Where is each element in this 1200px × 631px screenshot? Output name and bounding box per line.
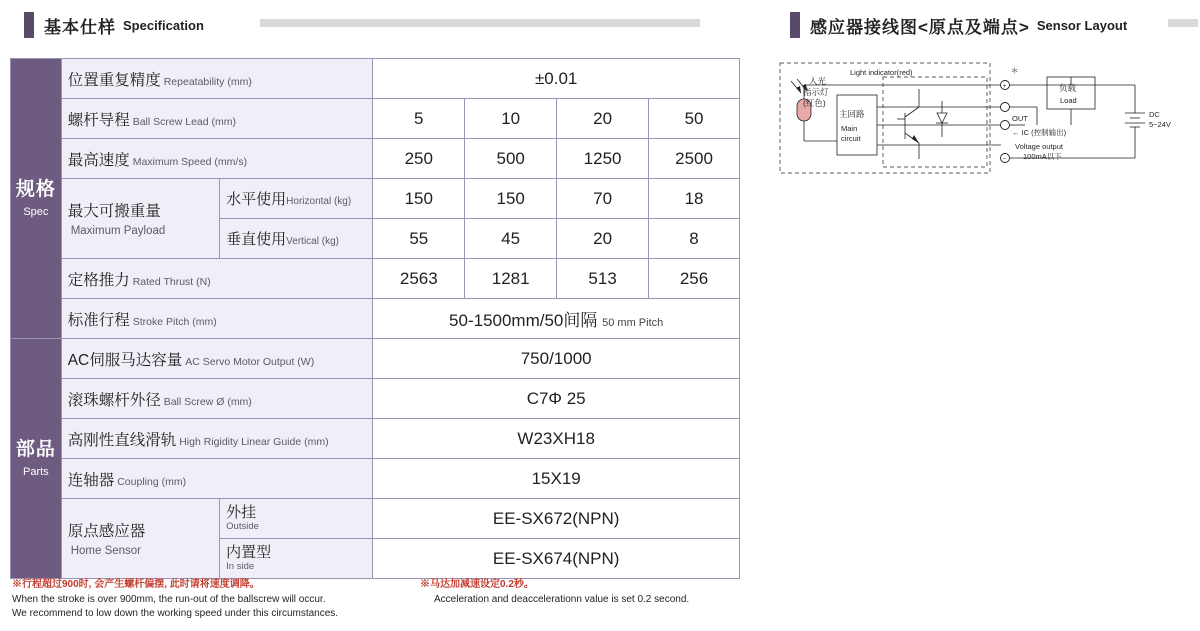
cell-vertical-2: 45: [465, 219, 557, 259]
table-row: [11, 339, 740, 379]
specification-table: [10, 58, 740, 579]
terminal-plus-glyph: +: [1002, 83, 1007, 90]
row-label-linear-guide: [61, 419, 373, 459]
row-label-cn: 定格推力: [67, 271, 130, 289]
sensor-section-header: [790, 12, 1127, 38]
cell-speed-2: 500: [465, 139, 557, 179]
sub-label-outside: [220, 499, 373, 539]
main-circuit-en-1: Main: [841, 124, 858, 133]
row-label-stroke-pitch: [61, 299, 373, 339]
group-label-cn: 规格: [15, 178, 56, 200]
table-row: [11, 419, 740, 459]
row-label-cn: 标准行程: [67, 311, 130, 329]
row-label-en: Repeatability (mm): [163, 75, 252, 88]
row-label-cn: 原点感应器: [67, 522, 146, 540]
row-value-sensor-outside: EE-SX672(NPN): [373, 499, 740, 539]
table-row: [11, 259, 740, 299]
row-label-max-payload: [61, 179, 219, 259]
row-label-en: High Rigidity Linear Guide (mm): [179, 435, 329, 448]
sub-label-cn: 垂直使用: [226, 231, 287, 248]
spec-header-rule: [260, 19, 700, 27]
voltage-current-label: 100mA以下: [1023, 152, 1062, 161]
sensor-header-bar: [790, 12, 800, 38]
group-cell-spec: [11, 59, 62, 339]
footnote-left-en-1: When the stroke is over 900mm, the run-out of the ballscrew will occur.: [12, 593, 326, 605]
stroke-pitch-note: 50 mm Pitch: [602, 317, 664, 329]
footnote-right-cn: ※马达加减速设定0.2秒。: [420, 579, 534, 590]
row-label-en: Maximum Payload: [70, 224, 166, 237]
row-label-cn: 最高速度: [67, 151, 130, 169]
sub-label-en: In side: [226, 560, 255, 572]
footnote-left-en-2: We recommend to low down the working speed under this circumstances.: [12, 608, 339, 619]
sub-label-en: Horizontal (kg): [286, 196, 352, 207]
sensor-header-rule: [1168, 19, 1198, 27]
cell-thrust-1: 2563: [373, 259, 465, 299]
row-label-cn: AC伺服马达容量: [67, 351, 183, 369]
group-label-cn: 部品: [15, 438, 56, 460]
sub-label-en: Outside: [226, 520, 259, 532]
spec-section-header: [24, 12, 204, 38]
sub-label-cn: 内置型: [226, 544, 272, 562]
row-label-cn: 最大可搬重量: [67, 202, 161, 220]
group-label-en: Parts: [23, 465, 49, 478]
light-indicator-label: Light indicator(red): [850, 68, 913, 77]
cell-thrust-2: 1281: [465, 259, 557, 299]
table-row: [11, 499, 740, 539]
light-cn-1: 入光: [809, 76, 827, 86]
row-value-coupling: 15X19: [373, 459, 740, 499]
cell-speed-4: 2500: [649, 139, 740, 179]
row-value-stroke-pitch: [373, 299, 740, 339]
cell-horizontal-3: 70: [557, 179, 649, 219]
cell-speed-3: 1250: [557, 139, 649, 179]
row-label-ac-servo: [61, 339, 373, 379]
cell-vertical-4: 8: [649, 219, 740, 259]
cell-horizontal-2: 150: [465, 179, 557, 219]
table-row: [11, 99, 740, 139]
cell-speed-1: 250: [373, 139, 465, 179]
row-label-en: Rated Thrust (N): [132, 275, 211, 288]
group-cell-parts: [11, 339, 62, 579]
main-circuit-cn: 主回路: [839, 109, 865, 119]
cell-vertical-1: 55: [373, 219, 465, 259]
table-row: [11, 299, 740, 339]
cell-lead-1: 5: [373, 99, 465, 139]
load-cn: 负载: [1059, 83, 1077, 93]
main-circuit-en-2: circuit: [841, 134, 861, 143]
sub-label-cn: 外挂: [226, 504, 257, 522]
sensor-header-title-cn: 感应器接线图<原点及端点>: [810, 17, 1030, 37]
row-label-cn: 高刚性直线滑轨: [67, 431, 177, 449]
table-row: [11, 59, 740, 99]
row-label-cn: 螺杆导程: [67, 111, 130, 129]
row-label-ball-screw-lead: [61, 99, 373, 139]
row-label-coupling: [61, 459, 373, 499]
footnote-left: [12, 578, 432, 622]
terminal-minus-glyph: −: [1002, 155, 1007, 163]
voltage-output-label: Voltage output: [1015, 142, 1063, 151]
group-label-en: Spec: [23, 205, 49, 218]
row-value-ball-screw-dia: C7Φ 25: [373, 379, 740, 419]
cell-horizontal-1: 150: [373, 179, 465, 219]
spec-header-bar: [24, 12, 34, 38]
cell-horizontal-4: 18: [649, 179, 740, 219]
table-row: [11, 139, 740, 179]
footnote-left-cn: ※行程超过900时, 会产生螺杆偏摆, 此时请将速度调降。: [12, 579, 260, 590]
sub-label-vertical: [220, 219, 373, 259]
cell-vertical-3: 20: [557, 219, 649, 259]
light-cn-3: (红色): [803, 98, 826, 108]
row-label-en: Ball Screw Ø (mm): [163, 395, 252, 408]
row-label-max-speed: [61, 139, 373, 179]
spec-header-title-en: Specification: [123, 17, 204, 33]
cell-thrust-3: 513: [557, 259, 649, 299]
row-label-en: Home Sensor: [70, 544, 142, 557]
row-label-rated-thrust: [61, 259, 373, 299]
row-label-repeatability: [61, 59, 373, 99]
cell-lead-3: 20: [557, 99, 649, 139]
row-label-cn: 滚珠螺杆外径: [67, 391, 161, 409]
row-label-en: Maximum Speed (mm/s): [132, 155, 248, 168]
row-label-en: AC Servo Motor Output (W): [185, 355, 315, 368]
row-label-en: Stroke Pitch (mm): [132, 315, 217, 328]
row-label-home-sensor: [61, 499, 219, 579]
ic-label: ← IC (控制输出): [1012, 128, 1067, 137]
sensor-header-title-en: Sensor Layout: [1036, 17, 1128, 33]
table-row: [11, 379, 740, 419]
row-value-ac-servo: 750/1000: [373, 339, 740, 379]
cell-thrust-4: 256: [649, 259, 740, 299]
table-row: [11, 459, 740, 499]
cell-lead-2: 10: [465, 99, 557, 139]
out-label: OUT: [1012, 114, 1028, 123]
sub-label-en: Vertical (kg): [286, 236, 339, 247]
footnote-right: [420, 578, 750, 607]
dc-range-label: 5~24V: [1149, 120, 1171, 129]
row-label-en: Coupling (mm): [117, 475, 187, 488]
table-row: [11, 179, 740, 219]
dc-label: DC: [1149, 110, 1160, 119]
cell-lead-4: 50: [649, 99, 740, 139]
row-label-cn: 位置重复精度: [67, 71, 161, 89]
sub-label-cn: 水平使用: [226, 191, 287, 208]
row-label-ball-screw-dia: [61, 379, 373, 419]
sub-label-horizontal: [220, 179, 373, 219]
stroke-pitch-value: 50-1500mm/50间隔: [449, 311, 598, 330]
star-glyph: ＊: [1011, 66, 1019, 75]
spec-header-title-cn: 基本仕样: [44, 17, 116, 37]
sensor-layout-diagram: [775, 55, 1190, 215]
sub-label-inside: [220, 539, 373, 579]
load-en: Load: [1060, 96, 1077, 105]
footnote-right-en: Acceleration and deaccelerationn value is set 0.2 second.: [434, 593, 690, 605]
row-label-cn: 连轴器: [67, 471, 115, 489]
light-cn-2: 指示灯: [803, 87, 829, 97]
row-value-repeatability: ±0.01: [373, 59, 740, 99]
row-value-linear-guide: W23XH18: [373, 419, 740, 459]
row-value-sensor-inside: EE-SX674(NPN): [373, 539, 740, 579]
row-label-en: Ball Screw Lead (mm): [132, 115, 236, 128]
